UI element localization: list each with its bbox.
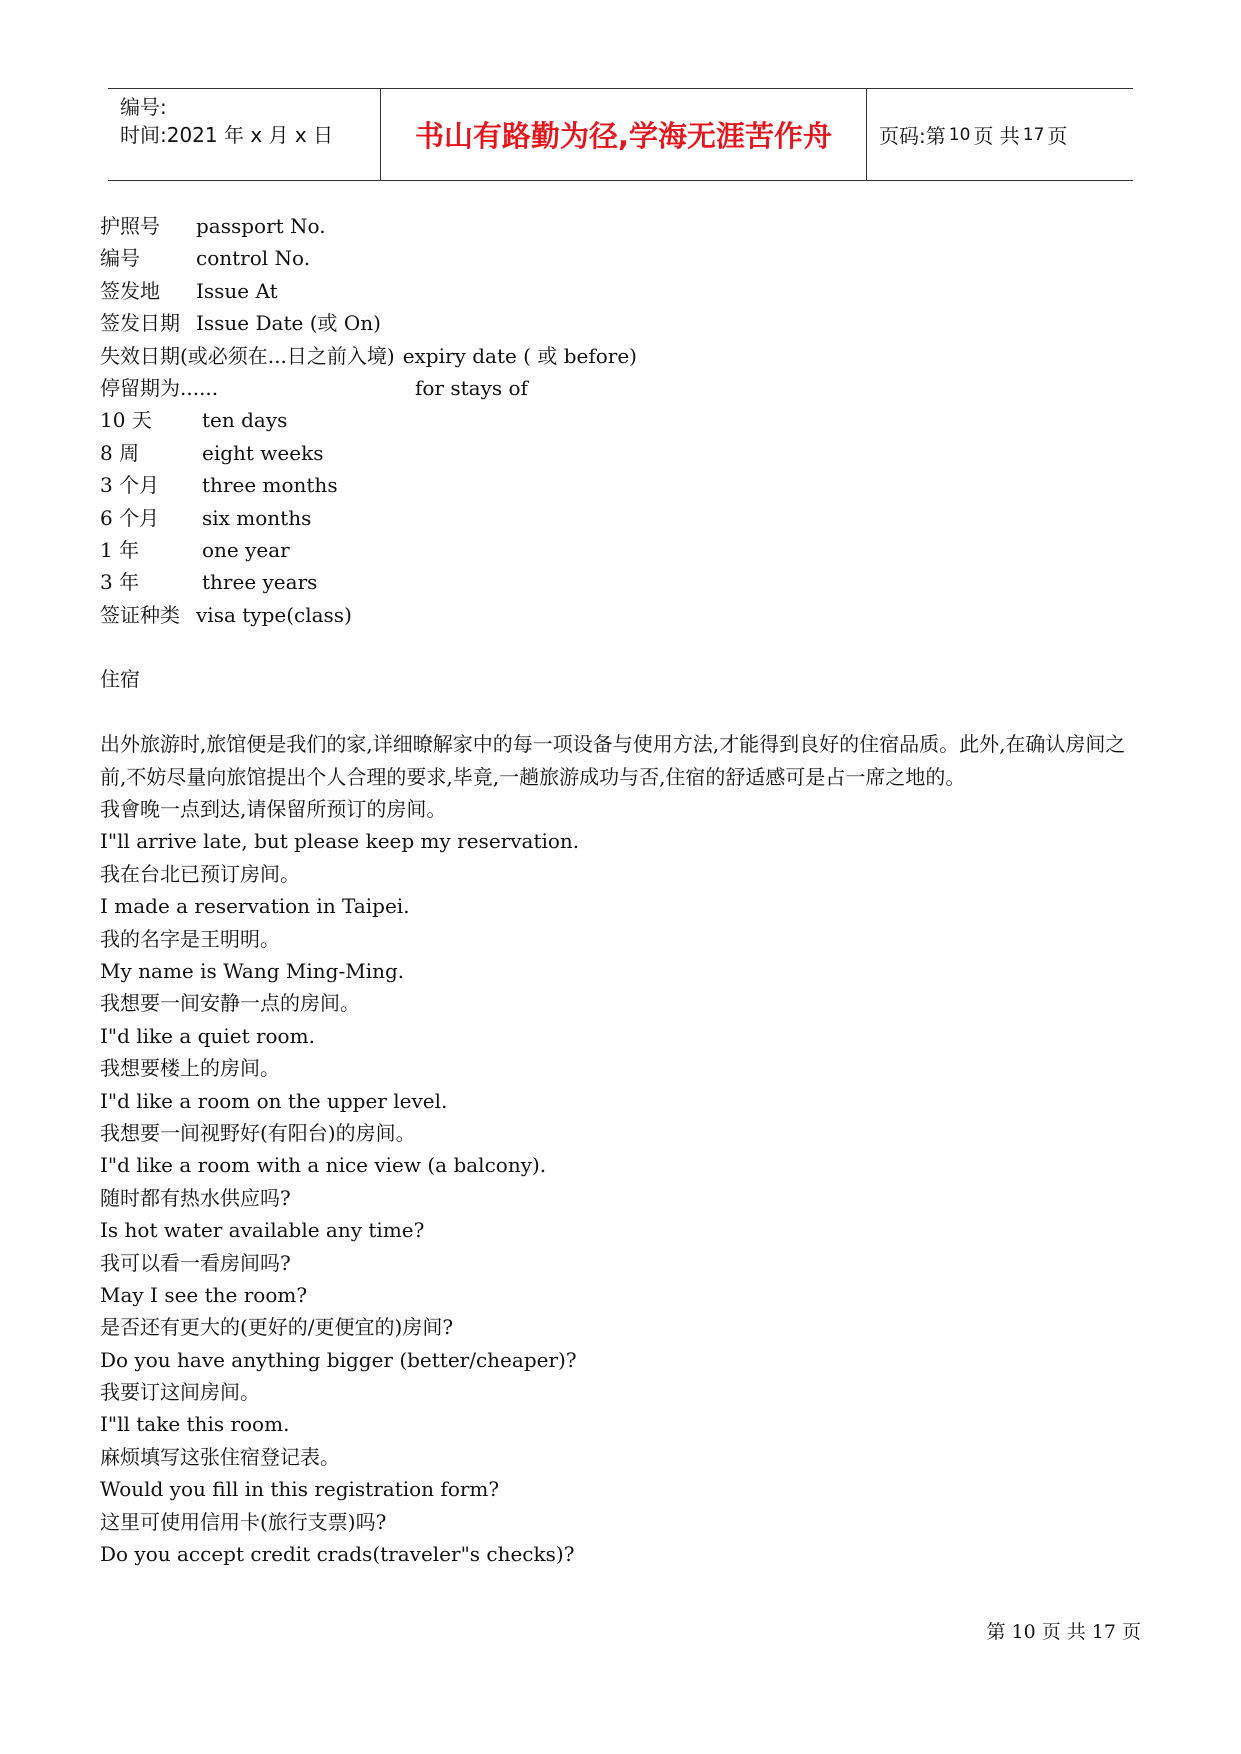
phrase-en: Would you fill in this registration form? xyxy=(100,1477,500,1502)
term-zh: 失效日期(或必须在...日之前入境) xyxy=(100,343,395,368)
page-total: 17 xyxy=(1022,124,1045,145)
term-en: Issue At xyxy=(196,278,278,303)
duration-en: three years xyxy=(202,570,318,595)
visa-type-row xyxy=(100,599,1140,631)
phrase-en: I"d like a quiet room. xyxy=(100,1023,315,1048)
term-zh: 签发地 xyxy=(100,278,160,303)
header-motto: 书山有路勤为径,学海无涯苦作舟 xyxy=(381,89,867,180)
number-label: 编号: xyxy=(120,95,167,119)
duration-row xyxy=(100,566,1140,598)
phrase-list xyxy=(100,793,1140,1570)
phrase-zh: 我可以看一看房间吗? xyxy=(100,1250,291,1275)
duration-row xyxy=(100,534,1140,566)
phrase-en: My name is Wang Ming-Ming. xyxy=(100,959,405,984)
phrase-en: I"d like a room with a nice view (a balcony). xyxy=(100,1153,547,1178)
phrase-zh: 随时都有热水供应吗? xyxy=(100,1185,291,1210)
page-prefix: 页码:第 xyxy=(879,124,946,148)
duration-zh: 3 个月 xyxy=(100,473,160,498)
term-zh: 签发日期 xyxy=(100,311,180,336)
duration-zh: 10 天 xyxy=(100,408,152,433)
phrase-en: I"ll arrive late, but please keep my reservation. xyxy=(100,829,580,854)
page-footer: 第 10 页 共 17 页 xyxy=(986,1621,1141,1643)
duration-en: eight weeks xyxy=(202,440,324,465)
page-suffix: 页 xyxy=(1047,124,1068,148)
spacer xyxy=(100,696,1140,728)
phrase-en: Do you accept credit crads(traveler"s checks)? xyxy=(100,1542,575,1567)
phrase-zh: 我的名字是王明明。 xyxy=(100,926,280,951)
term-en: control No. xyxy=(196,246,311,271)
page-mid: 页 共 xyxy=(973,124,1020,148)
term-zh: 护照号 xyxy=(100,214,160,238)
term-row xyxy=(100,307,1140,339)
page-current: 10 xyxy=(948,124,971,145)
phrase-en: Is hot water available any time? xyxy=(100,1218,425,1243)
phrase-en: I"ll take this room. xyxy=(100,1412,290,1437)
spacer xyxy=(100,631,1140,663)
section-title: 住宿 xyxy=(100,667,140,692)
phrase-en: Do you have anything bigger (better/cheaper)? xyxy=(100,1347,577,1372)
page-header xyxy=(108,88,1133,181)
duration-row xyxy=(100,404,1140,436)
header-meta xyxy=(108,89,381,180)
phrase-zh: 是否还有更大的(更好的/更便宜的)房间? xyxy=(100,1315,454,1340)
term-row xyxy=(100,242,1140,274)
duration-en: one year xyxy=(202,537,290,562)
phrase-en: I made a reservation in Taipei. xyxy=(100,894,410,919)
term-row xyxy=(100,372,1140,404)
phrase-zh: 我想要一间视野好(有阳台)的房间。 xyxy=(100,1120,416,1145)
phrase-en: May I see the room? xyxy=(100,1282,308,1307)
visa-type-en: visa type(class) xyxy=(196,602,352,627)
duration-zh: 6 个月 xyxy=(100,505,160,530)
term-row xyxy=(100,275,1140,307)
duration-en: ten days xyxy=(202,408,288,433)
duration-zh: 8 周 xyxy=(100,440,140,465)
duration-en: six months xyxy=(202,505,312,530)
phrase-zh: 麻烦填写这张住宿登记表。 xyxy=(100,1444,340,1469)
duration-zh: 1 年 xyxy=(100,537,140,562)
phrase-zh: 我在台北已预订房间。 xyxy=(100,861,300,886)
duration-row xyxy=(100,502,1140,534)
term-en: for stays of xyxy=(415,375,528,400)
phrase-zh: 我要订这间房间。 xyxy=(100,1380,260,1405)
term-en: Issue Date (或 On) xyxy=(196,311,381,336)
duration-zh: 3 年 xyxy=(100,570,140,595)
term-row xyxy=(100,340,1140,372)
document-body xyxy=(100,210,1140,1570)
intro-paragraph: 出外旅游时,旅馆便是我们的家,详细暸解家中的每一项设备与使用方法,才能得到良好的住宿品质。此外,在确认房间之前,不妨尽量向旅馆提出个人合理的要求,毕竟,一趟旅游成功与否,住宿的舒适感可是占一席之地的。 xyxy=(100,732,1126,789)
term-en: expiry date ( 或 before) xyxy=(402,343,637,368)
phrase-zh: 我想要楼上的房间。 xyxy=(100,1056,280,1081)
term-zh: 编号 xyxy=(100,246,140,271)
phrase-zh: 这里可使用信用卡(旅行支票)吗? xyxy=(100,1509,387,1534)
term-en: passport No. xyxy=(196,214,326,238)
phrase-zh: 我想要一间安静一点的房间。 xyxy=(100,991,360,1016)
time-label: 时间:2021 年 x 月 x 日 xyxy=(120,123,334,147)
visa-type-zh: 签证种类 xyxy=(100,602,180,627)
duration-row xyxy=(100,437,1140,469)
duration-row xyxy=(100,469,1140,501)
header-page-number xyxy=(867,89,1133,180)
phrase-en: I"d like a room on the upper level. xyxy=(100,1088,448,1113)
duration-en: three months xyxy=(202,473,338,498)
term-row xyxy=(100,210,1140,242)
phrase-zh: 我會晚一点到达,请保留所预订的房间。 xyxy=(100,797,447,822)
term-zh: 停留期为...... xyxy=(100,375,219,400)
